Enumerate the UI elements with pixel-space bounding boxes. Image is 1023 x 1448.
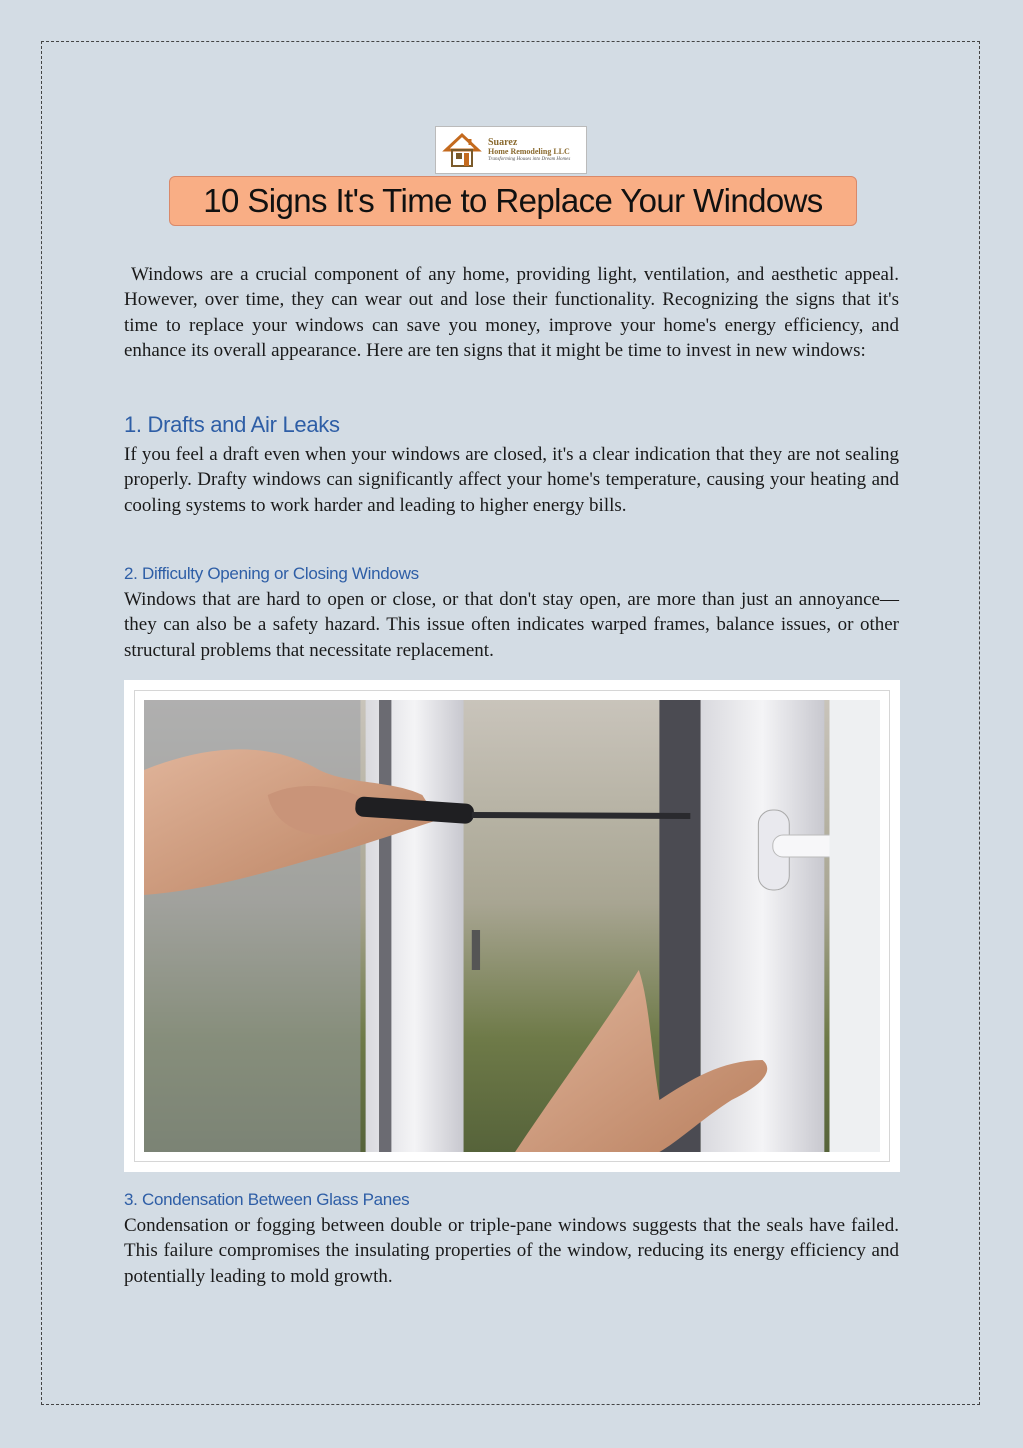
section-3-text: Condensation or fogging between double or triple-pane windows suggests that the seals have failed. This failure compromises the insulating properties of the window, reducing its energy efficiency and potentially leading to mold growth.	[124, 1215, 899, 1287]
logo-line-2: Home Remodeling LLC	[488, 147, 570, 157]
section-1-heading: 1. Drafts and Air Leaks	[124, 412, 340, 437]
intro-block	[124, 262, 899, 364]
section-1	[124, 412, 899, 518]
section-2	[124, 564, 899, 663]
window-repair-illustration	[144, 700, 880, 1152]
intro-paragraph: Windows are a crucial component of any home, providing light, ventilation, and aesthetic appeal. However, over time, they can wear out and lose their functionality. Recognizing the signs that it's time to replace your windows can save you money, improve your home's energy efficiency, and enhance its overall appearance. Here are ten signs that it might be time to invest in new windows:	[124, 264, 899, 362]
section-3-heading: 3. Condensation Between Glass Panes	[124, 1190, 410, 1209]
house-logo-icon	[442, 130, 482, 170]
section-2-heading: 2. Difficulty Opening or Closing Windows	[124, 564, 419, 583]
window-repair-photo	[144, 700, 880, 1152]
section-3	[124, 1190, 899, 1289]
page-title: 10 Signs It's Time to Replace Your Windows	[203, 182, 823, 219]
title-banner	[169, 176, 857, 226]
logo-tagline: Transforming Houses into Dream Homes	[488, 156, 571, 162]
window-repair-photo-frame	[124, 680, 900, 1172]
section-2-text: Windows that are hard to open or close, or that don't stay open, are more than just an annoyance—they can also be a safety hazard. This issue often indicates warped frames, balance issues, or other structural problems that necessitate replacement.	[124, 589, 899, 661]
company-logo	[435, 126, 587, 174]
section-1-text: If you feel a draft even when your windows are closed, it's a clear indication that they are not sealing properly. Drafty windows can significantly affect your home's temperature, causing your heating and cooling systems to work harder and leading to higher energy bills.	[124, 444, 899, 516]
logo-line-1: Suarez	[488, 136, 518, 148]
